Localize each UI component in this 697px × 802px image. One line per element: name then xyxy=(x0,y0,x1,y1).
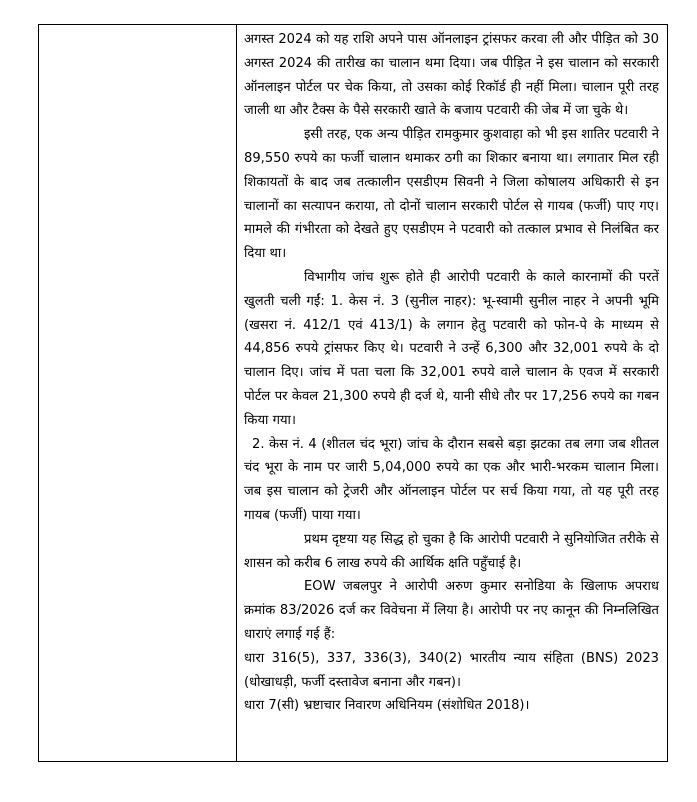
table-left-cell xyxy=(39,25,237,761)
table-content-cell xyxy=(237,25,667,761)
paragraph-bns-sections: धारा 316(5), 337, 336(3), 340(2) भारतीय न्याय संहिता (BNS) 2023 (धोखाधड़ी, फर्जी दस्तावेज बनाना और गबन)। xyxy=(244,650,659,690)
paragraph-eow-case: EOW जबलपुर ने आरोपी अरुण कुमार सनोडिया के खिलाफ अपराध क्रमांक 83/2026 दर्ज कर विवेचना में लिया है। आरोपी पर नए कानून की निम्नलिखित धाराएं लगाई गई हैं: xyxy=(244,579,659,642)
paragraph-ramkumar-case: इसी तरह, एक अन्य पीड़ित रामकुमार कुशवाहा को भी इस शातिर पटवारी ने 89,550 रुपये का फर्जी चालान थमाकर ठगी का शिकार बनाया था। लगातार मिल रही शिकायतों के बाद जब तत्कालीन एसडीएम सिवनी ने जिला कोषालय अधिकारी से इन चालानों का सत्यापन कराया, तो दोनों चालान सरकारी पोर्टल से गायब (फर्जी) पाए गए। मामले की गंभीरता को देखते हुए एसडीएम ने पटवारी को तत्काल प्रभाव से निलंबित कर दिया था। xyxy=(244,127,659,262)
paragraph-fake-challan-first-case: अगस्त 2024 को यह राशि अपने पास ऑनलाइन ट्रांसफर करवा ली और पीड़ित को 30 अगस्त 2024 की तारीख का चालान थमा दिया। जब पीड़ित ने इस चालान को सरकारी ऑनलाइन पोर्टल पर चेक किया, तो उसका कोई रिकॉर्ड ही नहीं मिला। चालान पूरी तरह जाली था और टैक्स के पैसे सरकारी खाते के बजाय पटवारी की जेब में जा चुके थे। xyxy=(244,32,659,119)
paragraph-prima-facie: प्रथम दृष्टया यह सिद्ध हो चुका है कि आरोपी पटवारी ने सुनियोजित तरीके से शासन को करीब 6 लाख रुपये की आर्थिक क्षति पहुँचाई है। xyxy=(244,531,659,571)
paragraph-departmental-inquiry: विभागीय जांच शुरू होते ही आरोपी पटवारी के काले कारनामों की परतें खुलती चली गईं: 1. केस नं. 3 (सुनील नाहर): भू-स्वामी सुनील नाहर ने अपनी भूमि (खसरा नं. 412/1 एवं 413/1) के लगान हेतु पटवारी को फोन-पे के माध्यम से 44,856 रुपये ट्रांसफर किए थे। पटवारी ने उन्हें 6,300 और 32,001 रुपये के दो चालान दिए। जांच में पता चला कि 32,001 रुपये वाले चालान के एवज में सरकारी पोर्टल पर केवल 21,300 रुपये ही दर्ज थे, यानी सीधे तौर पर 17,256 रुपये का गबन किया गया। xyxy=(244,269,659,428)
paragraph-case-4: 2. केस नं. 4 (शीतल चंद भूरा) जांच के दौरान सबसे बड़ा झटका तब लगा जब शीतल चंद भूरा के नाम पर जारी 5,04,000 रुपये का एक और भारी-भरकम चालान मिला। जब इस चालान को ट्रेजरी और ऑनलाइन पोर्टल पर सर्च किया गया, तो यह पूरी तरह गायब (फर्जी) पाया गया। xyxy=(244,436,659,523)
document-table xyxy=(38,24,668,762)
paragraph-pc-act-section: धारा 7(सी) भ्रष्टाचार निवारण अधिनियम (संशोधित 2018)। xyxy=(244,698,530,714)
